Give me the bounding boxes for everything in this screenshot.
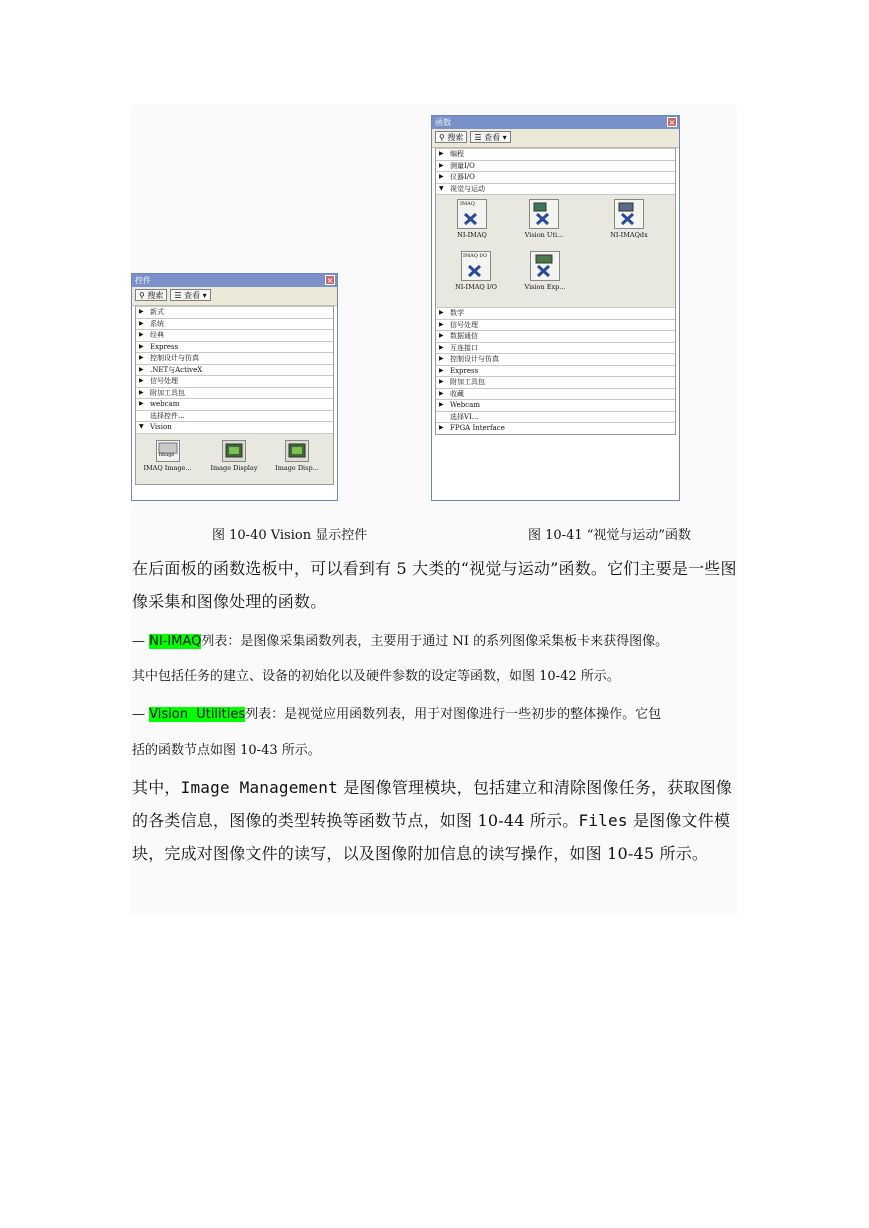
bullet-vision-utilities-continued: 括的函数节点如图 10-43 所示。 (132, 743, 321, 758)
expand-arrow-icon: ▶ (439, 389, 444, 397)
functions-category-list (435, 148, 676, 435)
vision-utilities-icon (529, 199, 559, 229)
select-vi-item[interactable]: 选择VI... (436, 411, 675, 423)
functions-palette-toolbar (432, 129, 679, 148)
expand-arrow-icon: ▶ (439, 366, 444, 374)
expand-arrow-icon: ▶ (439, 161, 444, 169)
paragraph-modules: 其中，Image Management 是图像管理模块，包括建立和清除图像任务，获取图像的各类信息，图像的类型转换等函数节点，如图 10-44 所示。Files 是图像文件模块，完成对图像文件的读写，以及图像附加信息的读写操作，如图 10-45 所示。 (132, 778, 733, 863)
figure-caption-10-41: 图 10-41 “视觉与运动”函数 (528, 528, 692, 543)
expand-arrow-icon: ▶ (139, 331, 144, 338)
category-item[interactable]: ▶ 信号处理 (436, 319, 675, 331)
expand-arrow-icon: ▶ (439, 424, 444, 431)
controls-palette-toolbar (132, 287, 337, 306)
vision-motion-icon-panel (436, 194, 675, 307)
expand-arrow-icon: ▶ (139, 400, 144, 407)
chevron-down-icon: ▾ (202, 291, 207, 300)
bullet-text: 列表：是视觉应用函数列表，用于对图像进行一些初步的整体操作。它包 (245, 707, 662, 722)
category-item[interactable]: ▶ 仪器I/O (436, 171, 675, 183)
search-icon: ⚲ (139, 291, 145, 300)
expand-arrow-icon: ▶ (139, 342, 144, 350)
ni-imaqdx-function[interactable]: NI-IMAQdx (596, 199, 662, 239)
category-item[interactable]: ▶ 编程 (436, 148, 675, 160)
expand-arrow-icon: ▶ (439, 309, 444, 316)
functions-palette-title: 函数 (435, 118, 451, 127)
image-display-control-2[interactable]: Image Disp... (267, 440, 327, 472)
image-display-control[interactable]: Image Display (204, 440, 264, 472)
bullet-ni-imaq-continued: 其中包括任务的建立、设备的初始化以及硬件参数的设定等函数，如图 10-42 所示。 (132, 669, 620, 684)
expand-arrow-icon: ▶ (439, 355, 444, 362)
image-display-icon (285, 440, 309, 462)
category-item[interactable]: ▶ webcam (136, 398, 333, 410)
expand-arrow-icon: ▶ (439, 401, 444, 408)
highlight-ni-imaq: NI-IMAQ (149, 634, 202, 649)
vision-express-function[interactable]: Vision Exp... (514, 251, 576, 291)
bullet-text: 列表：是图像采集函数列表，主要用于通过 NI 的系列图像采集板卡来获得图像。 (201, 634, 669, 649)
controls-palette (131, 273, 338, 501)
image-control-icon: Image (156, 440, 180, 462)
expand-arrow-icon: ▶ (139, 365, 144, 373)
view-button[interactable]: ☰ 查看 ▾ (170, 289, 210, 301)
bullet-ni-imaq: — NI-IMAQ列表：是图像采集函数列表，主要用于通过 NI 的系列图像采集板卡来获得图像。 (132, 634, 669, 649)
expand-arrow-icon: ▶ (439, 378, 444, 385)
category-item-vision[interactable]: ▼ Vision (136, 421, 333, 433)
controls-palette-title: 控件 (135, 276, 151, 285)
controls-palette-titlebar (132, 274, 337, 287)
vision-icon-panel (136, 433, 333, 484)
collapse-arrow-icon: ▼ (139, 423, 144, 430)
paragraph-intro: 在后面板的函数选板中，可以看到有 5 大类的“视觉与运动”函数。它们主要是一些图像采集和图像处理的函数。 (132, 559, 737, 611)
ni-imaq-icon: IMAQ (457, 199, 487, 229)
select-control-item[interactable]: 选择控件... (136, 410, 333, 422)
image-display-icon (222, 440, 246, 462)
close-icon[interactable]: × (668, 118, 676, 127)
vision-express-icon (530, 251, 560, 281)
ni-imaq-io-icon: IMAQ I/O (461, 251, 491, 281)
search-button[interactable]: ⚲ 搜索 (135, 289, 167, 301)
close-icon[interactable]: × (326, 276, 334, 285)
category-item[interactable]: ▶ 附加工具包 (136, 387, 333, 399)
ni-imaq-function[interactable]: IMAQ NI-IMAQ (457, 201, 487, 239)
category-item[interactable]: ▶ 附加工具包 (436, 376, 675, 388)
search-icon: ⚲ (439, 133, 445, 142)
ni-imaq-io-function[interactable]: IMAQ I/O NI-IMAQ I/O (455, 253, 497, 291)
category-item[interactable]: ▶ 控制设计与仿真 (136, 352, 333, 364)
imaq-image-control[interactable]: Image IMAQ Image... (140, 440, 195, 472)
collapse-arrow-icon: ▼ (439, 184, 444, 192)
category-item[interactable]: ▶ 系统 (136, 318, 333, 330)
list-icon: ☰ (474, 133, 482, 142)
category-item[interactable]: ▶ Express (136, 341, 333, 353)
expand-arrow-icon: ▶ (139, 319, 144, 327)
category-item[interactable]: ▶ 数据通信 (436, 330, 675, 342)
category-item-fpga[interactable]: ▶ FPGA Interface (436, 422, 675, 434)
files-term: Files (578, 811, 628, 830)
expand-arrow-icon: ▶ (139, 308, 144, 315)
expand-arrow-icon: ▶ (139, 388, 144, 396)
category-item[interactable]: ▶ 控制设计与仿真 (436, 353, 675, 365)
expand-arrow-icon: ▶ (139, 354, 144, 361)
expand-arrow-icon: ▶ (439, 332, 444, 339)
functions-palette (431, 115, 680, 501)
category-item[interactable]: ▶ 互连接口 (436, 342, 675, 354)
list-icon: ☰ (174, 291, 182, 300)
expand-arrow-icon: ▶ (439, 173, 444, 180)
category-item[interactable]: ▶ 新式 (136, 306, 333, 318)
category-item[interactable]: ▶ Express (436, 365, 675, 377)
expand-arrow-icon: ▶ (139, 377, 144, 384)
category-item[interactable]: ▶ 测量I/O (436, 160, 675, 172)
category-item[interactable]: ▶ 数学 (436, 307, 675, 319)
category-item[interactable]: ▶ 经典 (136, 329, 333, 341)
category-item[interactable]: ▶ 信号处理 (136, 375, 333, 387)
highlight-vision-utilities: Vision Utilities (149, 707, 246, 722)
figure-caption-10-40: 图 10-40 Vision 显示控件 (212, 528, 368, 543)
chevron-down-icon: ▾ (502, 133, 507, 142)
image-management-term: Image Management (180, 778, 338, 797)
category-item-vision-motion[interactable]: ▼ 视觉与运动 (436, 183, 675, 195)
bullet-vision-utilities: — Vision Utilities列表：是视觉应用函数列表，用于对图像进行一些初步的整体操作。它包 (132, 707, 662, 722)
controls-category-list (135, 306, 334, 485)
expand-arrow-icon: ▶ (439, 343, 444, 351)
functions-palette-titlebar (432, 116, 679, 129)
view-button[interactable]: ☰ 查看 ▾ (470, 131, 510, 143)
category-item[interactable]: ▶ .NET与ActiveX (136, 364, 333, 376)
category-item[interactable]: ▶ 收藏 (436, 388, 675, 400)
search-button[interactable]: ⚲ 搜索 (435, 131, 467, 143)
vision-utilities-function[interactable]: Vision Uti... (514, 199, 574, 239)
ni-imaqdx-icon (614, 199, 644, 229)
expand-arrow-icon: ▶ (439, 320, 444, 328)
expand-arrow-icon: ▶ (439, 150, 444, 157)
category-item[interactable]: ▶ Webcam (436, 399, 675, 411)
